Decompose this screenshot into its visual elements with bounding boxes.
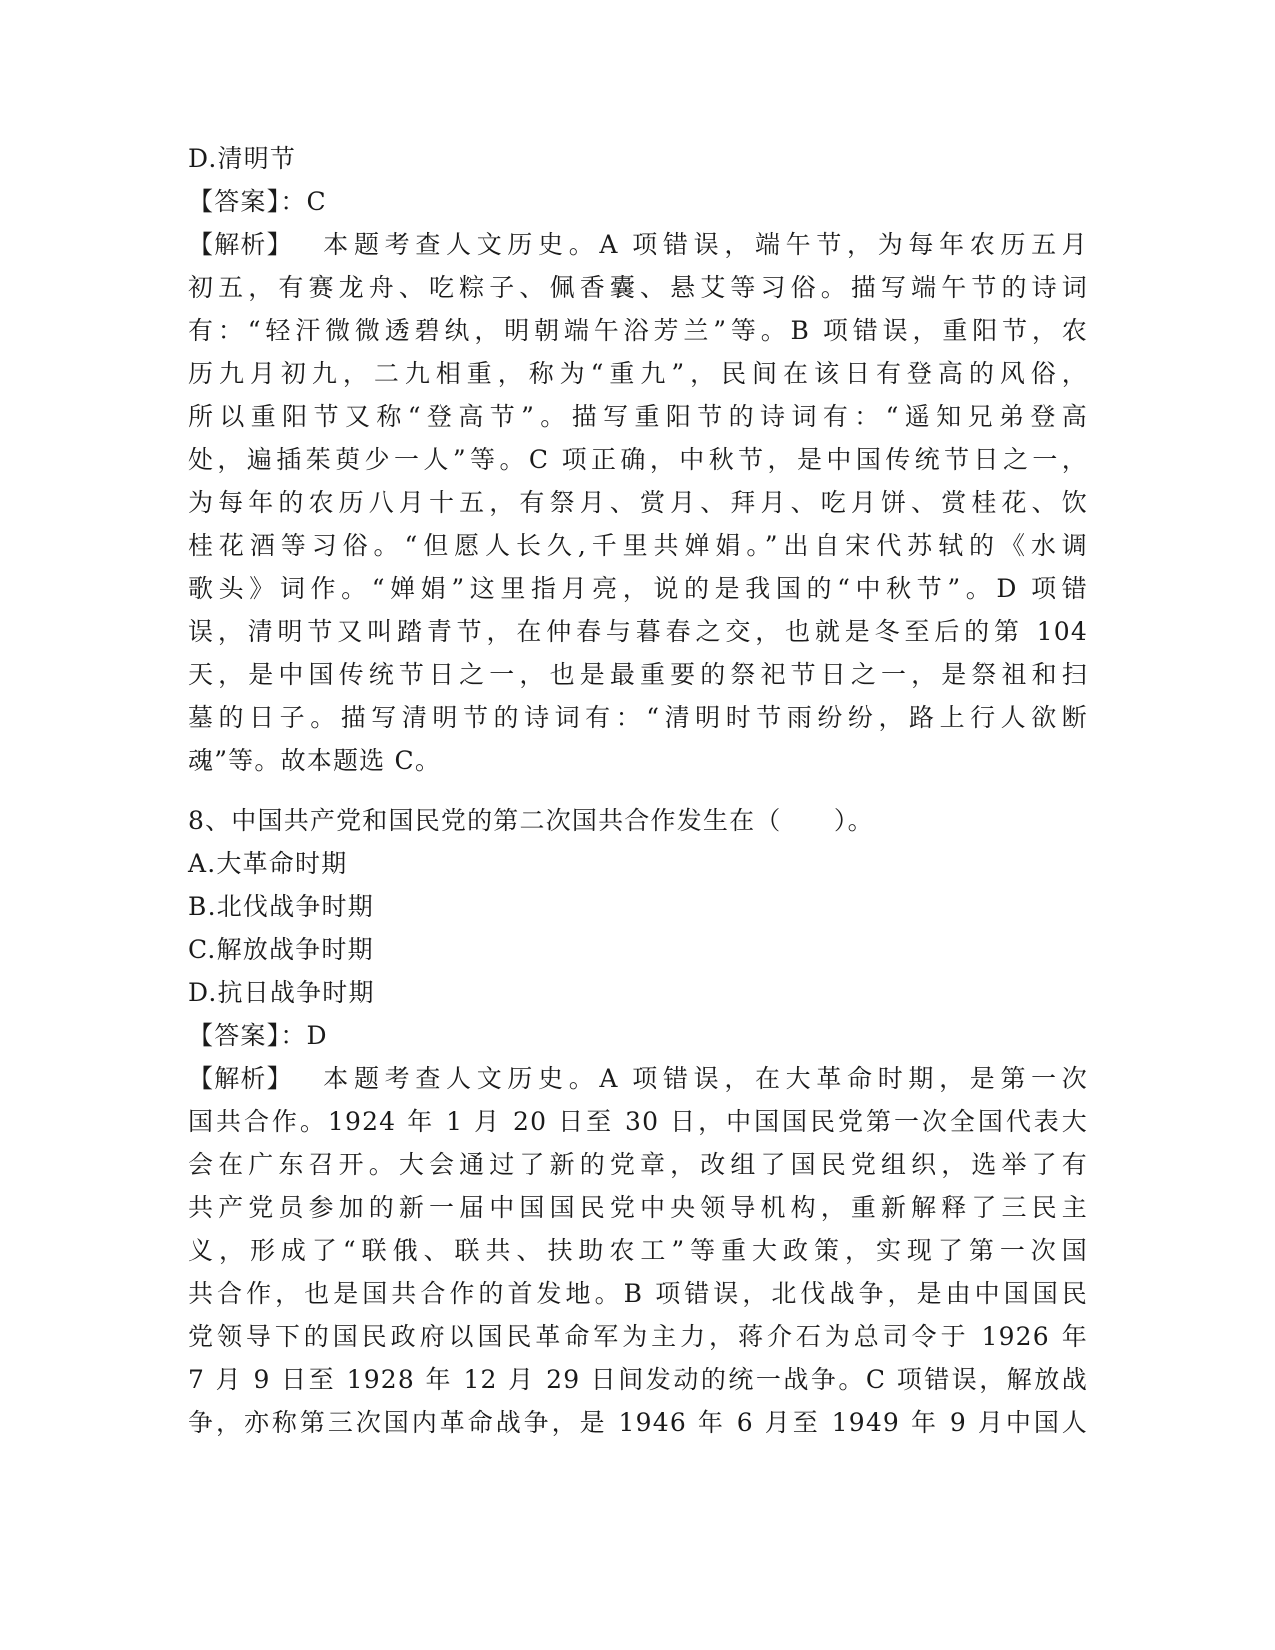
analysis-line: 7 月 9 日至 1928 年 12 月 29 日间发动的统一战争。C 项错误，解放战 <box>188 1365 1088 1394</box>
analysis-line: 国共合作。1924 年 1 月 20 日至 30 日，中国国民党第一次全国代表大 <box>188 1107 1088 1136</box>
option-c: C.解放战争时期 <box>188 935 374 964</box>
question-7-continuation <box>188 137 1088 782</box>
analysis-line: 所以重阳节又称“登高节”。描写重阳节的诗词有：“遥知兄弟登高 <box>188 402 1088 431</box>
analysis-line <box>188 223 1088 266</box>
option-d: D.抗日战争时期 <box>188 978 375 1007</box>
analysis-line: 天，是中国传统节日之一，也是最重要的祭祀节日之一，是祭祖和扫 <box>188 660 1088 689</box>
analysis-label: 【解析】 <box>188 1064 293 1093</box>
answer-value: ：D <box>280 1021 328 1050</box>
answer-label: 【答案】 <box>188 187 281 216</box>
analysis-line <box>188 1057 1088 1100</box>
analysis-label: 【解析】 <box>188 230 293 259</box>
analysis-line: 党领导下的国民政府以国民革命军为主力，蒋介石为总司令于 1926 年 <box>188 1322 1088 1351</box>
analysis-line: 历九月初九，二九相重，称为“重九”，民间在该日有登高的风俗， <box>188 359 1088 388</box>
analysis-line: 初五，有赛龙舟、吃粽子、佩香囊、悬艾等习俗。描写端午节的诗词 <box>188 273 1088 302</box>
analysis-line: 共产党员参加的新一届中国国民党中央领导机构，重新解释了三民主 <box>188 1193 1088 1222</box>
analysis-line: 误，清明节又叫踏青节，在仲春与暮春之交，也就是冬至后的第 104 <box>188 617 1088 646</box>
analysis-line: 处，遍插茱萸少一人”等。C 项正确，中秋节，是中国传统节日之一， <box>188 445 1088 474</box>
option-d: D.清明节 <box>188 144 297 173</box>
option-a: A.大革命时期 <box>188 849 348 878</box>
option-b: B.北伐战争时期 <box>188 892 374 921</box>
analysis-line: 会在广东召开。大会通过了新的党章，改组了国民党组织，选举了有 <box>188 1150 1088 1179</box>
analysis-line: 桂花酒等习俗。“但愿人长久,千里共婵娟。”出自宋代苏轼的《水调 <box>188 531 1088 560</box>
analysis-line: 墓的日子。描写清明节的诗词有：“清明时节雨纷纷，路上行人欲断 <box>188 703 1088 732</box>
analysis-line: 魂”等。故本题选 C。 <box>188 746 442 775</box>
analysis-text: 本题考查人文历史。A 项错误，在大革命时期，是第一次 <box>318 1064 1088 1093</box>
analysis-line: 共合作，也是国共合作的首发地。B 项错误，北伐战争，是由中国国民 <box>188 1279 1088 1308</box>
answer-label: 【答案】 <box>188 1021 281 1050</box>
analysis-line: 义，形成了“联俄、联共、扶助农工”等重大政策，实现了第一次国 <box>188 1236 1088 1265</box>
answer-line <box>188 180 1088 223</box>
analysis-text: 本题考查人文历史。A 项错误，端午节，为每年农历五月 <box>318 230 1088 259</box>
analysis-line: 歌头》词作。“婵娟”这里指月亮，说的是我国的“中秋节”。D 项错 <box>188 574 1088 603</box>
question-stem: 8、中国共产党和国民党的第二次国共合作发生在（ ）。 <box>188 806 874 835</box>
analysis-line: 有：“轻汗微微透碧纨，明朝端午浴芳兰”等。B 项错误，重阳节，农 <box>188 316 1088 345</box>
question-8 <box>188 799 1088 1444</box>
answer-line <box>188 1014 1088 1057</box>
answer-value: ：C <box>280 187 327 216</box>
analysis-line: 为每年的农历八月十五，有祭月、赏月、拜月、吃月饼、赏桂花、饮 <box>188 488 1088 517</box>
analysis-line: 争，亦称第三次国内革命战争，是 1946 年 6 月至 1949 年 9 月中国人 <box>188 1408 1088 1437</box>
